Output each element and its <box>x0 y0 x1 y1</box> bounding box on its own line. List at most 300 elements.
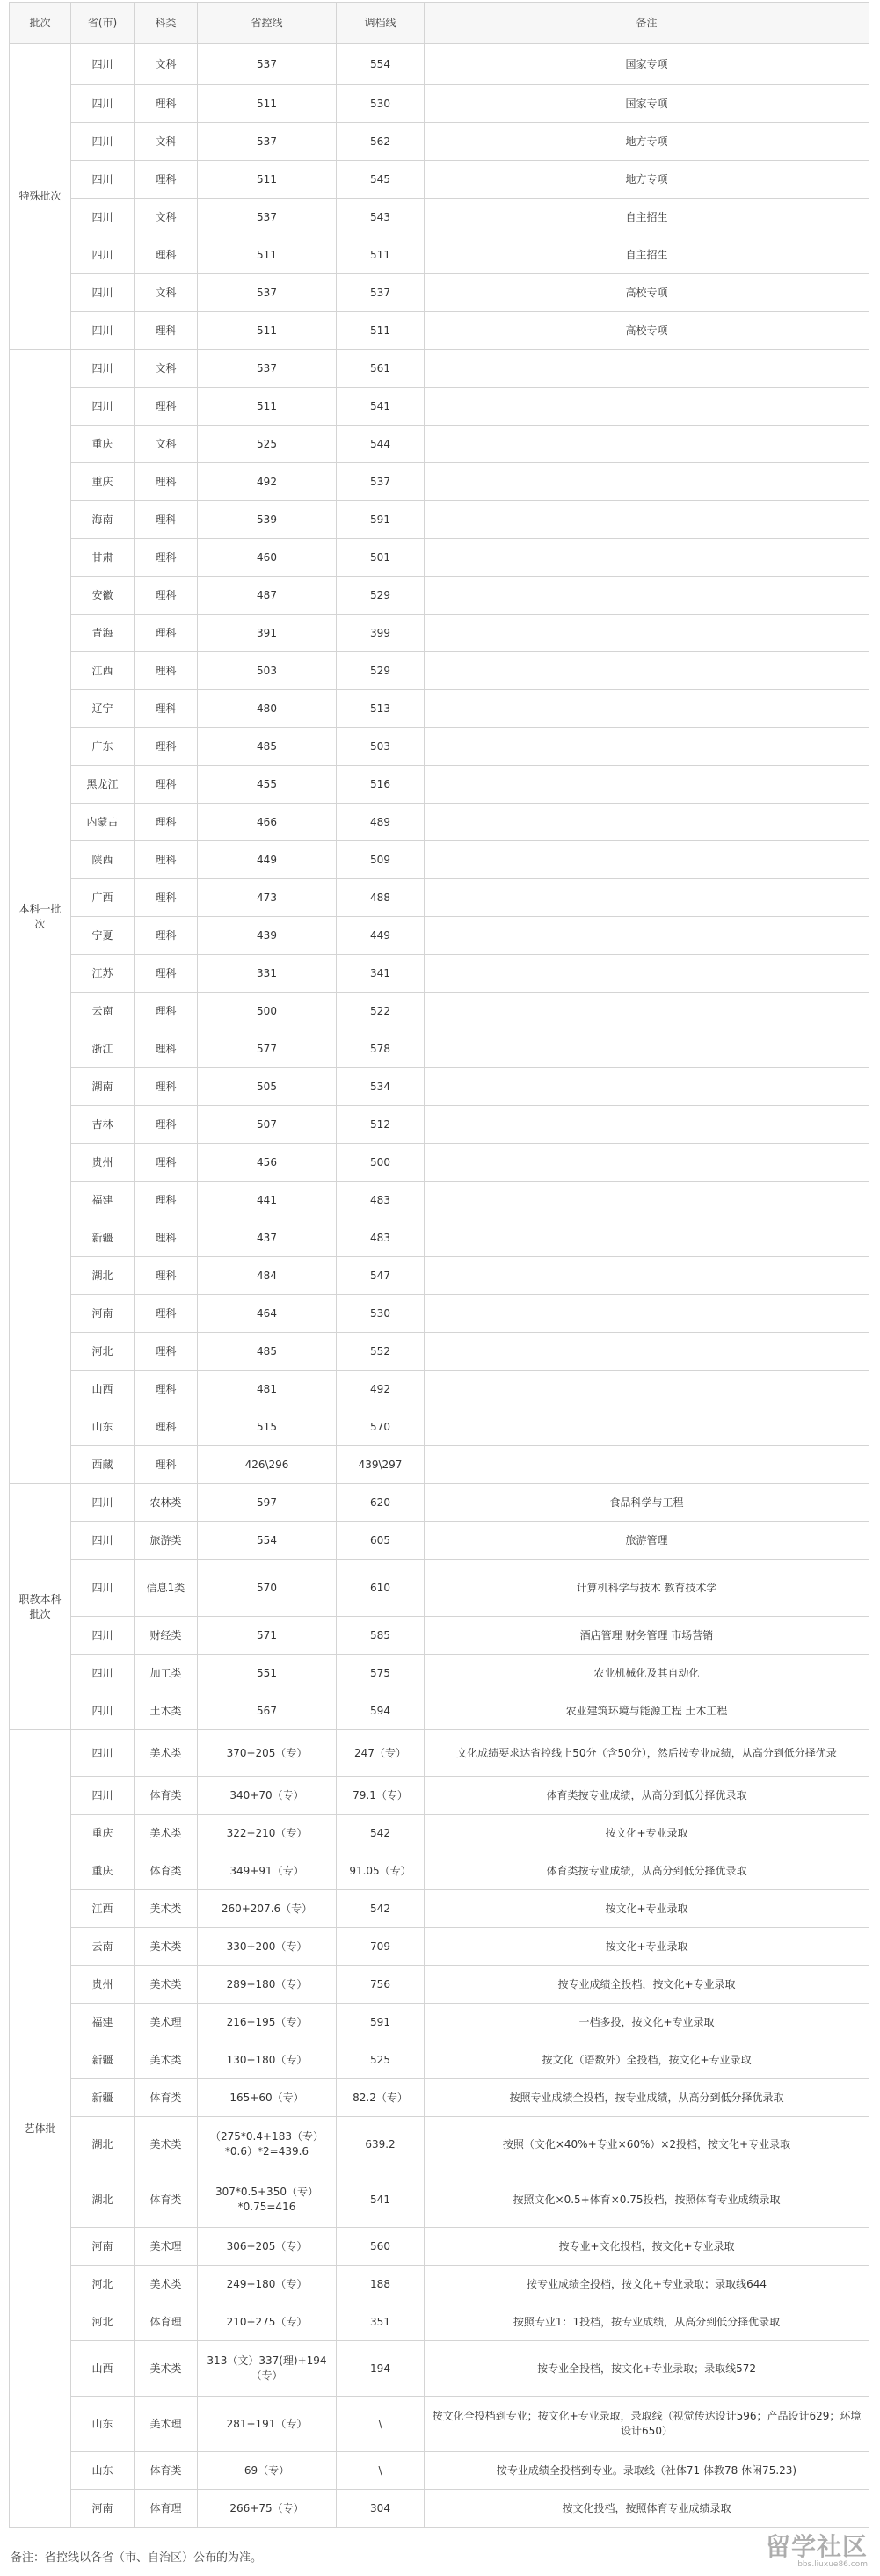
cell-remarks: 按文化+专业录取 <box>425 1815 869 1852</box>
table-row <box>10 2172 869 2228</box>
cell-filing-line: 79.1（专） <box>337 1777 425 1815</box>
cell-subject: 土木类 <box>135 1692 198 1730</box>
cell-filing-line: 522 <box>337 993 425 1030</box>
cell-filing-line: 620 <box>337 1484 425 1522</box>
table-row <box>10 1928 869 1966</box>
cell-subject: 体育理 <box>135 2490 198 2528</box>
cell-control-line: 69（专） <box>198 2452 337 2490</box>
cell-subject: 文科 <box>135 274 198 312</box>
cell-province: 河北 <box>71 1333 135 1371</box>
cell-control-line: 307*0.5+350（专）*0.75=416 <box>198 2172 337 2228</box>
cell-subject: 理科 <box>135 690 198 728</box>
cell-filing-line: 439\297 <box>337 1446 425 1484</box>
cell-subject: 理科 <box>135 539 198 577</box>
table-row <box>10 2490 869 2528</box>
cell-province: 福建 <box>71 2004 135 2041</box>
cell-control-line: 210+275（专） <box>198 2303 337 2341</box>
cell-subject: 理科 <box>135 1371 198 1408</box>
cell-province: 四川 <box>71 44 135 85</box>
cell-control-line: 289+180（专） <box>198 1966 337 2004</box>
cell-remarks <box>425 426 869 463</box>
cell-subject: 体育类 <box>135 2079 198 2117</box>
cell-subject: 美术类 <box>135 2117 198 2172</box>
cell-province: 山东 <box>71 2397 135 2452</box>
cell-control-line: 485 <box>198 728 337 766</box>
cell-remarks: 按专业成绩全投档，按文化+专业录取；录取线644 <box>425 2266 869 2303</box>
cell-filing-line: 509 <box>337 841 425 879</box>
cell-filing-line: 547 <box>337 1257 425 1295</box>
table-row <box>10 1617 869 1655</box>
cell-province: 山西 <box>71 1371 135 1408</box>
cell-control-line: 511 <box>198 236 337 274</box>
cell-province: 四川 <box>71 1560 135 1617</box>
cell-subject: 理科 <box>135 615 198 652</box>
table-row <box>10 1219 869 1257</box>
cell-province: 新疆 <box>71 1219 135 1257</box>
table-row <box>10 2266 869 2303</box>
cell-filing-line: 544 <box>337 426 425 463</box>
cell-filing-line: 537 <box>337 463 425 501</box>
table-row <box>10 2004 869 2041</box>
cell-subject: 理科 <box>135 1144 198 1182</box>
cell-province: 四川 <box>71 1617 135 1655</box>
cell-subject: 文科 <box>135 44 198 85</box>
cell-remarks: 体育类按专业成绩，从高分到低分择优录取 <box>425 1777 869 1815</box>
cell-remarks <box>425 615 869 652</box>
cell-subject: 理科 <box>135 879 198 917</box>
cell-control-line: 511 <box>198 312 337 350</box>
cell-province: 四川 <box>71 1777 135 1815</box>
cell-subject: 美术理 <box>135 2397 198 2452</box>
cell-filing-line: 542 <box>337 1815 425 1852</box>
cell-remarks <box>425 1030 869 1068</box>
cell-subject: 理科 <box>135 577 198 615</box>
cell-control-line: 537 <box>198 274 337 312</box>
cell-province: 四川 <box>71 161 135 199</box>
table-row <box>10 2341 869 2397</box>
cell-control-line: 441 <box>198 1182 337 1219</box>
cell-province: 内蒙古 <box>71 804 135 841</box>
table-row <box>10 539 869 577</box>
table-row <box>10 1777 869 1815</box>
cell-filing-line: 534 <box>337 1068 425 1106</box>
cell-control-line: 331 <box>198 955 337 993</box>
cell-remarks <box>425 993 869 1030</box>
table-row <box>10 1446 869 1484</box>
cell-subject: 美术类 <box>135 2266 198 2303</box>
cell-subject: 理科 <box>135 766 198 804</box>
cell-province: 重庆 <box>71 1815 135 1852</box>
cell-province: 四川 <box>71 1730 135 1777</box>
table-row <box>10 615 869 652</box>
cell-filing-line: 511 <box>337 236 425 274</box>
cell-control-line: 449 <box>198 841 337 879</box>
cell-control-line: 455 <box>198 766 337 804</box>
cell-remarks <box>425 577 869 615</box>
cell-subject: 理科 <box>135 917 198 955</box>
cell-subject: 理科 <box>135 1257 198 1295</box>
cell-subject: 加工类 <box>135 1655 198 1692</box>
cell-filing-line: 542 <box>337 1890 425 1928</box>
cell-remarks <box>425 1257 869 1295</box>
cell-province: 河北 <box>71 2266 135 2303</box>
cell-control-line: 577 <box>198 1030 337 1068</box>
cell-subject: 理科 <box>135 501 198 539</box>
table-row <box>10 199 869 236</box>
cell-remarks: 按照专业成绩全投档，按专业成绩，从高分到低分择优录取 <box>425 2079 869 2117</box>
table-row <box>10 44 869 85</box>
table-body <box>10 44 869 2528</box>
cell-filing-line: 483 <box>337 1182 425 1219</box>
cell-control-line: 473 <box>198 879 337 917</box>
cell-remarks: 农业建筑环境与能源工程 土木工程 <box>425 1692 869 1730</box>
cell-subject: 理科 <box>135 312 198 350</box>
header-filing-line: 调档线 <box>337 3 425 44</box>
cell-remarks <box>425 501 869 539</box>
cell-province: 四川 <box>71 312 135 350</box>
table-row <box>10 993 869 1030</box>
cell-province: 四川 <box>71 388 135 426</box>
table-row <box>10 1295 869 1333</box>
cell-province: 安徽 <box>71 577 135 615</box>
cell-remarks: 酒店管理 财务管理 市场营销 <box>425 1617 869 1655</box>
score-table <box>9 2 869 2528</box>
cell-subject: 美术类 <box>135 1730 198 1777</box>
cell-control-line: （275*0.4+183（专）*0.6）*2=439.6 <box>198 2117 337 2172</box>
watermark-sub: bbs.liuxue86.com <box>797 2560 868 2569</box>
cell-subject: 理科 <box>135 1295 198 1333</box>
table-row <box>10 955 869 993</box>
table-row <box>10 463 869 501</box>
cell-remarks: 按照专业1：1投档，按专业成绩，从高分到低分择优录取 <box>425 2303 869 2341</box>
cell-control-line: 507 <box>198 1106 337 1144</box>
cell-control-line: 597 <box>198 1484 337 1522</box>
cell-remarks <box>425 879 869 917</box>
table-row <box>10 690 869 728</box>
cell-filing-line: 639.2 <box>337 2117 425 2172</box>
cell-subject: 美术类 <box>135 1890 198 1928</box>
cell-remarks: 国家专项 <box>425 85 869 123</box>
cell-subject: 体育理 <box>135 2303 198 2341</box>
table-row <box>10 2228 869 2266</box>
cell-subject: 体育类 <box>135 2172 198 2228</box>
cell-province: 湖南 <box>71 1068 135 1106</box>
cell-subject: 理科 <box>135 1106 198 1144</box>
cell-province: 四川 <box>71 236 135 274</box>
cell-control-line: 567 <box>198 1692 337 1730</box>
cell-filing-line: 570 <box>337 1408 425 1446</box>
cell-province: 四川 <box>71 274 135 312</box>
table-row <box>10 388 869 426</box>
cell-subject: 理科 <box>135 388 198 426</box>
cell-filing-line: 562 <box>337 123 425 161</box>
cell-subject: 农林类 <box>135 1484 198 1522</box>
cell-filing-line: 537 <box>337 274 425 312</box>
cell-control-line: 537 <box>198 44 337 85</box>
cell-province: 辽宁 <box>71 690 135 728</box>
cell-province: 青海 <box>71 615 135 652</box>
cell-control-line: 281+191（专） <box>198 2397 337 2452</box>
cell-control-line: 511 <box>198 161 337 199</box>
cell-province: 黑龙江 <box>71 766 135 804</box>
cell-province: 西藏 <box>71 1446 135 1484</box>
cell-control-line: 554 <box>198 1522 337 1560</box>
cell-remarks: 按文化投档，按照体育专业成绩录取 <box>425 2490 869 2528</box>
table-row <box>10 1144 869 1182</box>
cell-control-line: 539 <box>198 501 337 539</box>
cell-remarks: 按照文化×0.5+体育×0.75投档，按照体育专业成绩录取 <box>425 2172 869 2228</box>
cell-subject: 理科 <box>135 236 198 274</box>
cell-remarks <box>425 1219 869 1257</box>
cell-remarks <box>425 463 869 501</box>
cell-subject: 理科 <box>135 161 198 199</box>
cell-batch: 职教本科批次 <box>10 1484 71 1730</box>
cell-subject: 美术类 <box>135 1815 198 1852</box>
table-row <box>10 1890 869 1928</box>
header-row <box>10 3 869 44</box>
cell-remarks: 计算机科学与技术 教育技术学 <box>425 1560 869 1617</box>
cell-remarks <box>425 1371 869 1408</box>
cell-control-line: 484 <box>198 1257 337 1295</box>
cell-subject: 理科 <box>135 463 198 501</box>
footer-note: 备注：省控线以各省（市、自治区）公布的为准。 <box>11 2551 263 2565</box>
table-row <box>10 1182 869 1219</box>
cell-control-line: 306+205（专） <box>198 2228 337 2266</box>
table-row <box>10 766 869 804</box>
cell-control-line: 260+207.6（专） <box>198 1890 337 1928</box>
cell-filing-line: 605 <box>337 1522 425 1560</box>
cell-batch: 本科一批次 <box>10 350 71 1484</box>
cell-remarks: 一档多投，按文化+专业录取 <box>425 2004 869 2041</box>
table-row <box>10 236 869 274</box>
cell-province: 湖北 <box>71 2172 135 2228</box>
cell-subject: 理科 <box>135 652 198 690</box>
cell-province: 四川 <box>71 123 135 161</box>
cell-province: 广东 <box>71 728 135 766</box>
header-province: 省(市) <box>71 3 135 44</box>
cell-province: 宁夏 <box>71 917 135 955</box>
cell-filing-line: 188 <box>337 2266 425 2303</box>
header-subject: 科类 <box>135 3 198 44</box>
cell-remarks <box>425 1295 869 1333</box>
cell-control-line: 525 <box>198 426 337 463</box>
cell-remarks: 体育类按专业成绩，从高分到低分择优录取 <box>425 1852 869 1890</box>
cell-filing-line: 594 <box>337 1692 425 1730</box>
cell-filing-line: 591 <box>337 2004 425 2041</box>
table-row <box>10 1030 869 1068</box>
cell-subject: 理科 <box>135 728 198 766</box>
cell-remarks <box>425 1408 869 1446</box>
cell-province: 吉林 <box>71 1106 135 1144</box>
cell-province: 山东 <box>71 1408 135 1446</box>
cell-filing-line: 488 <box>337 879 425 917</box>
cell-province: 海南 <box>71 501 135 539</box>
cell-control-line: 456 <box>198 1144 337 1182</box>
cell-remarks: 地方专项 <box>425 123 869 161</box>
cell-remarks <box>425 804 869 841</box>
cell-remarks: 旅游管理 <box>425 1522 869 1560</box>
cell-province: 河南 <box>71 1295 135 1333</box>
cell-filing-line: 516 <box>337 766 425 804</box>
cell-filing-line: 304 <box>337 2490 425 2528</box>
table-row <box>10 501 869 539</box>
cell-remarks: 按照（文化×40%+专业×60%）×2投档，按文化+专业录取 <box>425 2117 869 2172</box>
table-row <box>10 2397 869 2452</box>
cell-filing-line: 610 <box>337 1560 425 1617</box>
cell-remarks <box>425 1333 869 1371</box>
cell-remarks <box>425 841 869 879</box>
cell-control-line: 340+70（专） <box>198 1777 337 1815</box>
table-row <box>10 1371 869 1408</box>
cell-subject: 美术类 <box>135 2341 198 2397</box>
cell-control-line: 570 <box>198 1560 337 1617</box>
cell-province: 重庆 <box>71 463 135 501</box>
cell-remarks: 文化成绩要求达省控线上50分（含50分），然后按专业成绩，从高分到低分择优录 <box>425 1730 869 1777</box>
cell-subject: 文科 <box>135 350 198 388</box>
cell-subject: 理科 <box>135 1068 198 1106</box>
cell-remarks <box>425 652 869 690</box>
cell-filing-line: 529 <box>337 652 425 690</box>
cell-subject: 旅游类 <box>135 1522 198 1560</box>
watermark-logo <box>714 2534 868 2571</box>
cell-province: 四川 <box>71 1484 135 1522</box>
cell-control-line: 466 <box>198 804 337 841</box>
cell-control-line: 537 <box>198 123 337 161</box>
cell-remarks: 食品科学与工程 <box>425 1484 869 1522</box>
cell-control-line: 349+91（专） <box>198 1852 337 1890</box>
cell-filing-line: 529 <box>337 577 425 615</box>
cell-remarks: 高校专项 <box>425 312 869 350</box>
cell-remarks <box>425 350 869 388</box>
cell-province: 广西 <box>71 879 135 917</box>
cell-remarks <box>425 1182 869 1219</box>
cell-province: 山东 <box>71 2452 135 2490</box>
cell-filing-line: 492 <box>337 1371 425 1408</box>
table-row <box>10 274 869 312</box>
cell-filing-line: 500 <box>337 1144 425 1182</box>
cell-province: 新疆 <box>71 2079 135 2117</box>
cell-control-line: 500 <box>198 993 337 1030</box>
cell-remarks: 农业机械化及其自动化 <box>425 1655 869 1692</box>
table-row <box>10 1408 869 1446</box>
table-row <box>10 85 869 123</box>
cell-control-line: 330+200（专） <box>198 1928 337 1966</box>
cell-control-line: 439 <box>198 917 337 955</box>
cell-control-line: 460 <box>198 539 337 577</box>
table-row <box>10 2303 869 2341</box>
cell-control-line: 537 <box>198 199 337 236</box>
cell-remarks: 按文化全投档到专业；按文化+专业录取，录取线（视觉传达设计596；产品设计629；环境设计650） <box>425 2397 869 2452</box>
cell-subject: 理科 <box>135 1408 198 1446</box>
cell-province: 河南 <box>71 2228 135 2266</box>
cell-filing-line: 525 <box>337 2041 425 2079</box>
table-row <box>10 2079 869 2117</box>
cell-filing-line: 399 <box>337 615 425 652</box>
cell-remarks: 自主招生 <box>425 236 869 274</box>
cell-control-line: 165+60（专） <box>198 2079 337 2117</box>
cell-subject: 文科 <box>135 199 198 236</box>
cell-province: 江苏 <box>71 955 135 993</box>
cell-subject: 文科 <box>135 426 198 463</box>
cell-filing-line: 194 <box>337 2341 425 2397</box>
cell-province: 福建 <box>71 1182 135 1219</box>
cell-filing-line: 511 <box>337 312 425 350</box>
table-row <box>10 1730 869 1777</box>
cell-province: 四川 <box>71 1522 135 1560</box>
cell-subject: 美术理 <box>135 2004 198 2041</box>
table-row <box>10 1560 869 1617</box>
cell-filing-line: 554 <box>337 44 425 85</box>
cell-control-line: 130+180（专） <box>198 2041 337 2079</box>
cell-control-line: 551 <box>198 1655 337 1692</box>
cell-filing-line: 591 <box>337 501 425 539</box>
cell-filing-line: 530 <box>337 85 425 123</box>
cell-province: 江西 <box>71 1890 135 1928</box>
cell-subject: 理科 <box>135 1030 198 1068</box>
table-row <box>10 841 869 879</box>
cell-remarks <box>425 728 869 766</box>
cell-filing-line: 578 <box>337 1030 425 1068</box>
cell-remarks: 按文化+专业录取 <box>425 1890 869 1928</box>
cell-control-line: 216+195（专） <box>198 2004 337 2041</box>
cell-remarks: 按文化（语数外）全投档，按文化+专业录取 <box>425 2041 869 2079</box>
cell-subject: 理科 <box>135 1182 198 1219</box>
cell-control-line: 370+205（专） <box>198 1730 337 1777</box>
cell-subject: 体育类 <box>135 1777 198 1815</box>
table-row <box>10 917 869 955</box>
cell-remarks: 自主招生 <box>425 199 869 236</box>
cell-province: 重庆 <box>71 1852 135 1890</box>
cell-control-line: 485 <box>198 1333 337 1371</box>
cell-subject: 美术理 <box>135 2228 198 2266</box>
cell-control-line: 487 <box>198 577 337 615</box>
cell-subject: 理科 <box>135 993 198 1030</box>
cell-batch: 艺体批 <box>10 1730 71 2528</box>
table-row <box>10 1068 869 1106</box>
table-row <box>10 426 869 463</box>
cell-filing-line: 561 <box>337 350 425 388</box>
table-row <box>10 1815 869 1852</box>
cell-control-line: 537 <box>198 350 337 388</box>
cell-control-line: 249+180（专） <box>198 2266 337 2303</box>
table-row <box>10 161 869 199</box>
cell-province: 四川 <box>71 85 135 123</box>
cell-remarks <box>425 955 869 993</box>
cell-remarks: 国家专项 <box>425 44 869 85</box>
cell-province: 云南 <box>71 1928 135 1966</box>
cell-control-line: 511 <box>198 85 337 123</box>
cell-subject: 体育类 <box>135 1852 198 1890</box>
cell-subject: 美术类 <box>135 1966 198 2004</box>
cell-province: 新疆 <box>71 2041 135 2079</box>
cell-remarks <box>425 766 869 804</box>
table-row <box>10 804 869 841</box>
watermark-main: 留学社区 <box>765 2532 868 2561</box>
cell-province: 四川 <box>71 1655 135 1692</box>
cell-province: 湖北 <box>71 1257 135 1295</box>
header-remarks: 备注 <box>425 3 869 44</box>
cell-remarks: 按专业全投档，按文化+专业录取；录取线572 <box>425 2341 869 2397</box>
cell-remarks: 按文化+专业录取 <box>425 1928 869 1966</box>
cell-filing-line: 585 <box>337 1617 425 1655</box>
table-row <box>10 577 869 615</box>
cell-subject: 财经类 <box>135 1617 198 1655</box>
cell-filing-line: 82.2（专） <box>337 2079 425 2117</box>
table-row <box>10 1966 869 2004</box>
cell-province: 四川 <box>71 350 135 388</box>
cell-control-line: 313（文）337(理)+194（专） <box>198 2341 337 2397</box>
table-row <box>10 728 869 766</box>
